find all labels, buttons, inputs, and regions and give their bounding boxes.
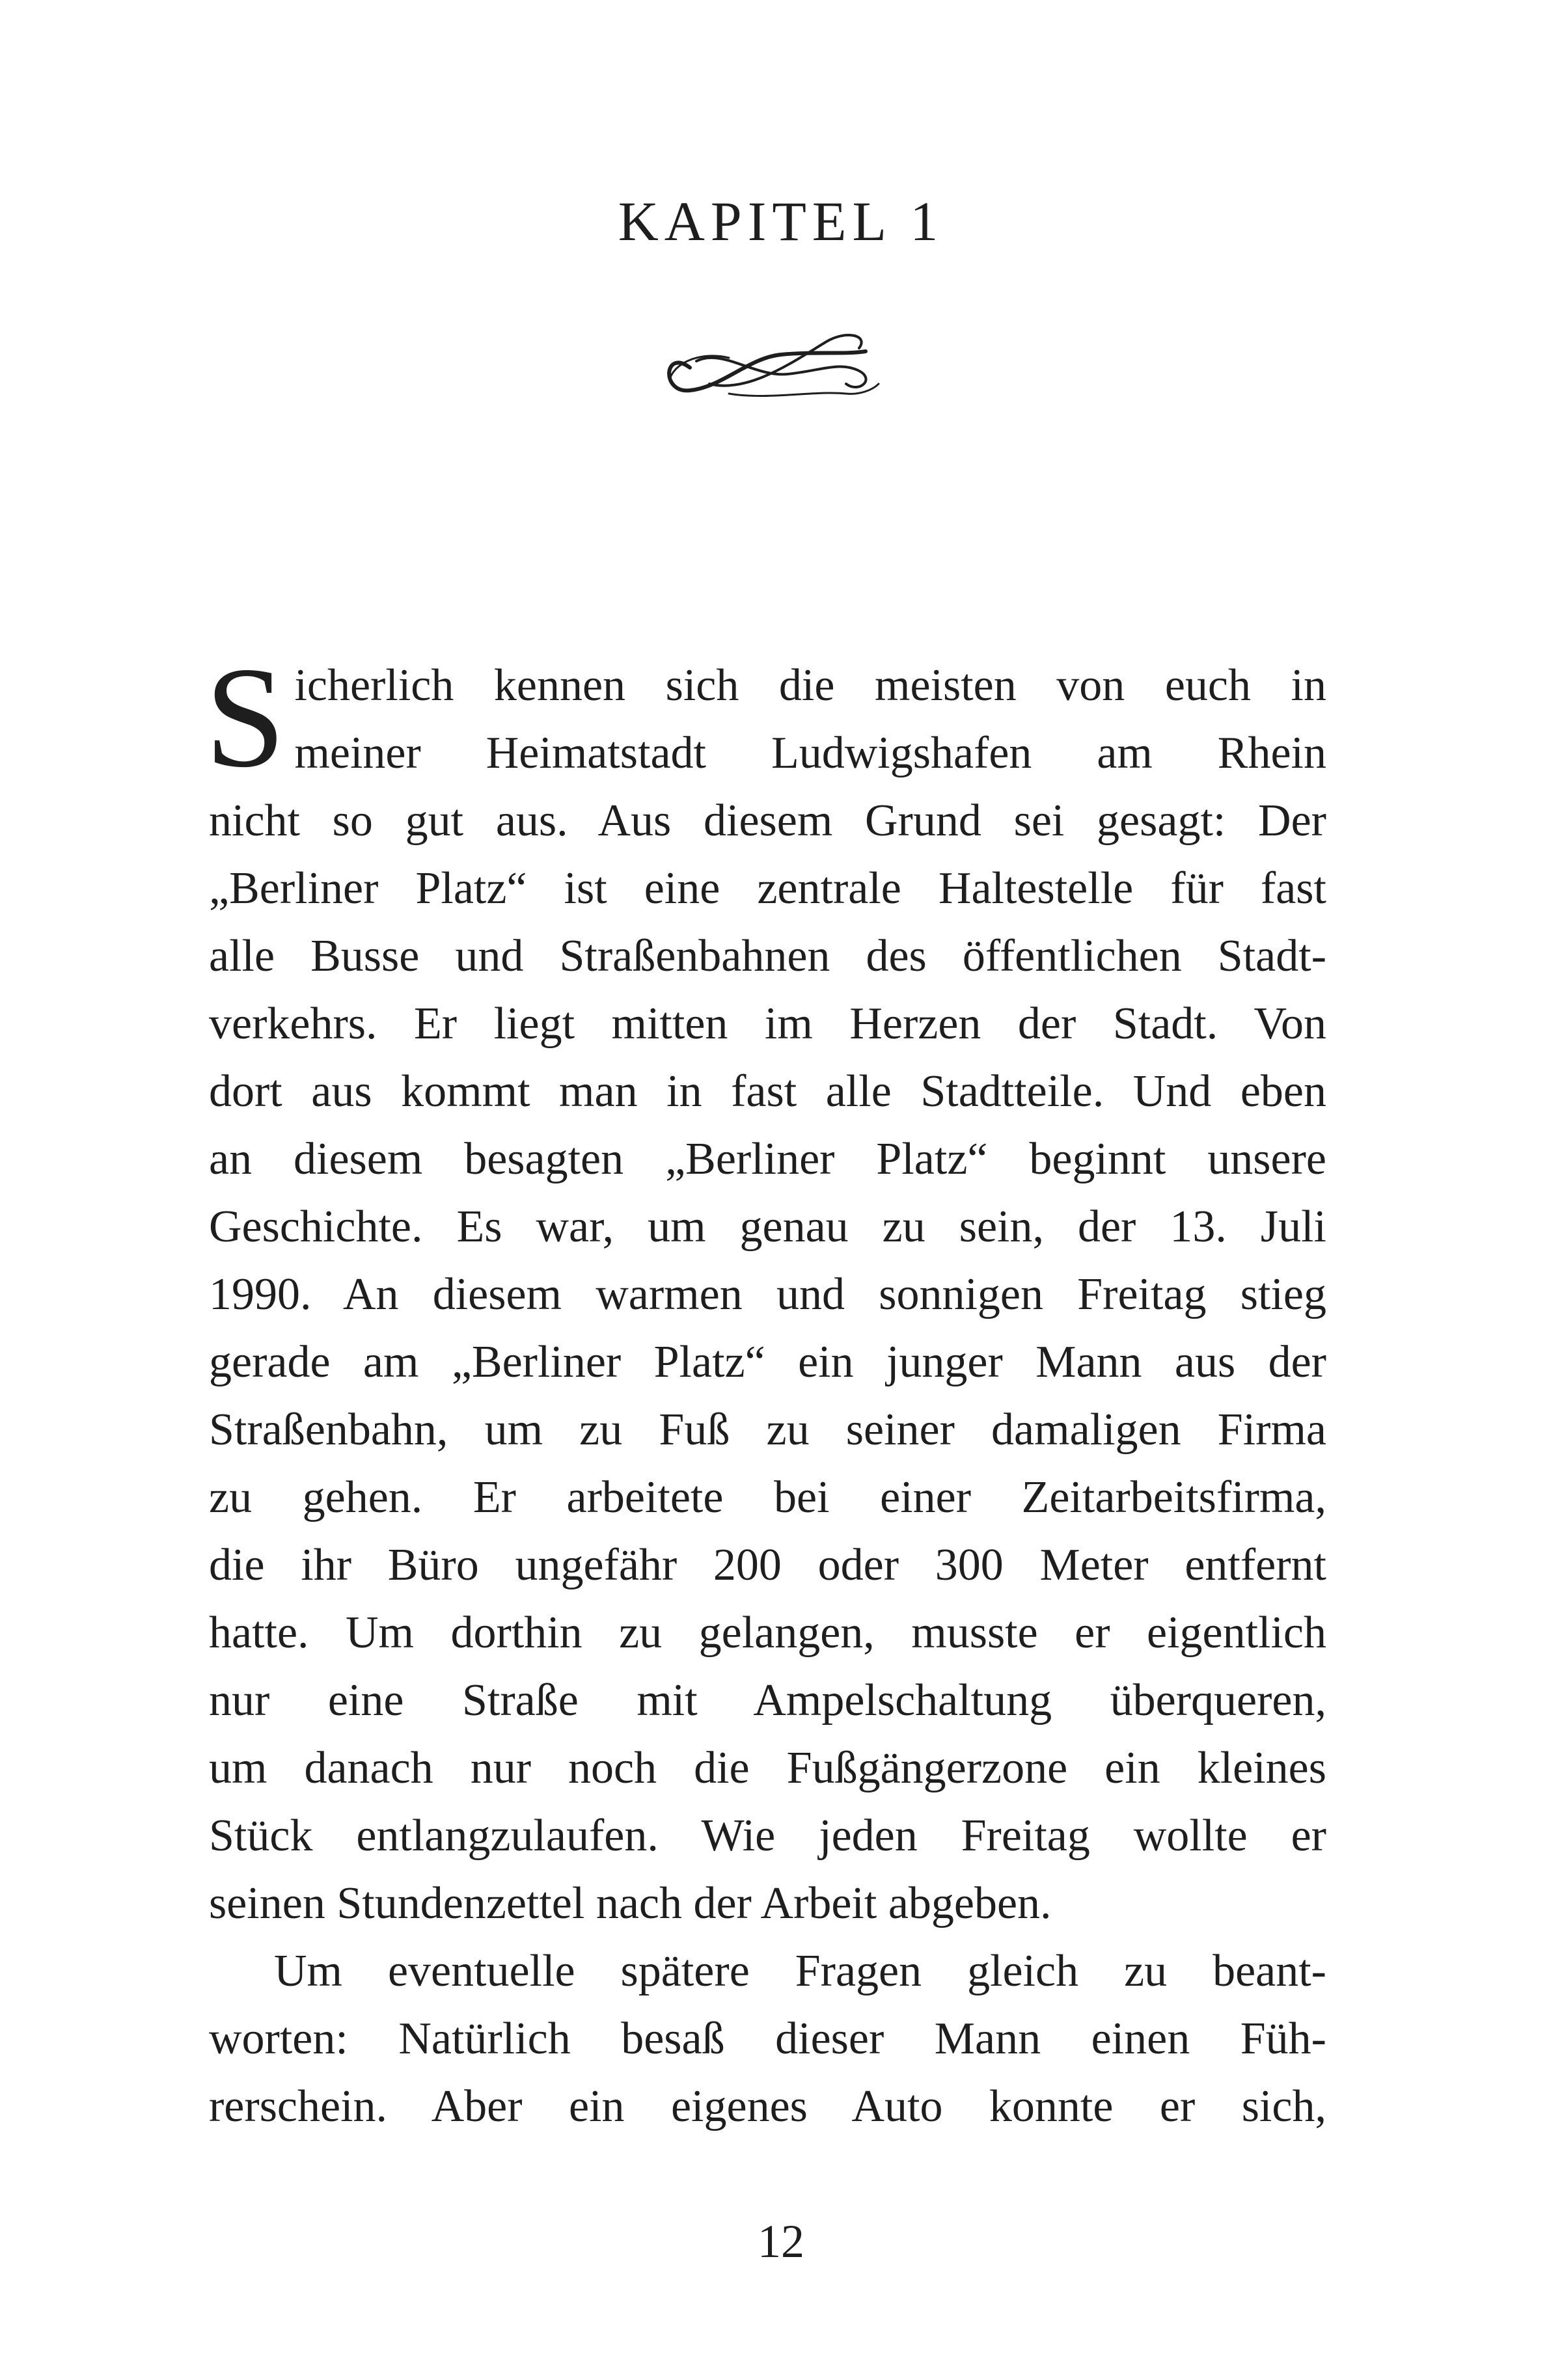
text-line: Straßenbahn, um zu Fuß zu seiner damaligen Firma [209, 1405, 1326, 1455]
text-line: worten: Natürlich besaß dieser Mann einen Füh- [209, 2014, 1326, 2064]
text-line: gerade am „Berliner Platz“ ein junger Mann aus der [209, 1337, 1326, 1387]
chapter-title: KAPITEL 1 [618, 190, 944, 252]
text-line: seinen Stundenzettel nach der Arbeit abgeben. [209, 1878, 1052, 1928]
text-line: „Berliner Platz“ ist eine zentrale Haltestelle für fast [209, 863, 1326, 913]
text-line: Geschichte. Es war, um genau zu sein, der 13. Juli [209, 1202, 1326, 1252]
flourish-ornament-icon [651, 322, 885, 410]
text-line: nur eine Straße mit Ampelschaltung überqueren, [209, 1675, 1326, 1725]
text-line: icherlich kennen sich die meisten von euch in [294, 660, 1326, 710]
text-line: hatte. Um dorthin zu gelangen, musste er eigentlich [209, 1608, 1326, 1658]
text-line: Um eventuelle spätere Fragen gleich zu beant- [274, 1946, 1326, 1996]
text-line: meiner Heimatstadt Ludwigshafen am Rhein [294, 728, 1326, 778]
text-line: verkehrs. Er liegt mitten im Herzen der Stadt. Von [209, 999, 1326, 1049]
page-number: 12 [758, 2215, 804, 2267]
body-text [205, 638, 1326, 2141]
drop-cap: S [205, 638, 286, 798]
text-line: Stück entlangzulaufen. Wie jeden Freitag wollte er [209, 1811, 1326, 1861]
text-line: an diesem besagten „Berliner Platz“ beginnt unsere [209, 1134, 1326, 1184]
text-line: 1990. An diesem warmen und sonnigen Freitag stieg [209, 1269, 1326, 1319]
text-line: zu gehen. Er arbeitete bei einer Zeitarbeitsfirma, [209, 1472, 1326, 1522]
text-line: alle Busse und Straßenbahnen des öffentlichen Stadt- [209, 931, 1326, 981]
text-line: nicht so gut aus. Aus diesem Grund sei gesagt: Der [209, 796, 1326, 846]
text-line: rerschein. Aber ein eigenes Auto konnte er sich, [209, 2081, 1326, 2131]
text-line: um danach nur noch die Fußgängerzone ein kleines [209, 1743, 1326, 1793]
text-line: die ihr Büro ungefähr 200 oder 300 Meter entfernt [209, 1540, 1326, 1590]
text-line: dort aus kommt man in fast alle Stadtteile. Und eben [209, 1066, 1326, 1116]
